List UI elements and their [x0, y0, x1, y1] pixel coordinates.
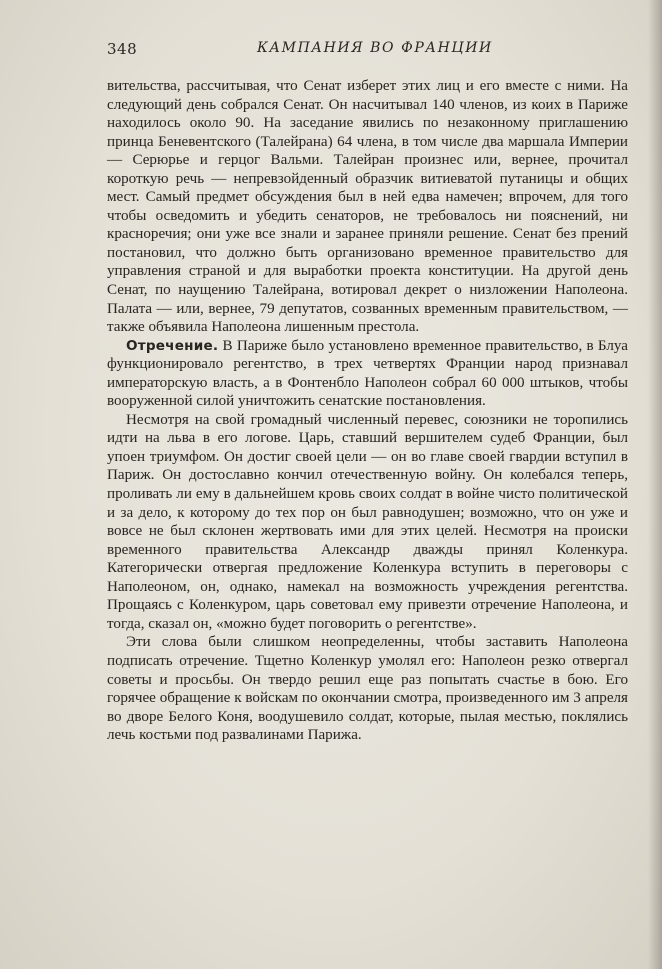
- page-header: [107, 40, 624, 62]
- paragraph: Эти слова были слишком неопределенны, чтобы заставить Наполеона подписать отречение. Тщетно Коленкур умолял его: Наполеон резко отвергал советы и просьбы. Он твердо решил еще раз попытать счастье в бою. Его горячее обращение к войскам по окончании смотра, произведенного им 3 апреля во дворе Белого Коня, воодушевило солдат, которые, пылая местью, поклялись лечь костьми под развалинами Парижа.: [107, 634, 628, 744]
- section-title: Отречение.: [126, 337, 219, 354]
- page-number: 348: [107, 40, 138, 58]
- page-edge-shadow: [648, 0, 662, 969]
- paragraph-text: В Париже было установлено временное правительство, в Блуа функционировало регентство, в трех четвертях Франции народ признавал императорскую власть, а в Фонтенбло Наполеон собрал 60 000 штыков, чтобы вооруженной силой уничтожить сенатские постановления.: [107, 337, 628, 410]
- paragraph: [107, 337, 628, 411]
- body-text: [107, 77, 628, 745]
- paragraph: Несмотря на свой громадный численный перевес, союзники не торопились идти на льва в его логове. Царь, ставший вершителем судеб Франции, был упоен триумфом. Он достиг своей цели — он во главе своей гвардии вступил в Париж. Он достославно кончил отечественную войну. Он колебался теперь, проливать ли ему в дальнейшем кровь своих солдат в войне чисто политической и за дело, к которому до тех пор он был равнодушен; возможно, что он уже и вовсе не был склонен жертвовать ими для этих целей. Несмотря на происки временного правительства Александр дважды принял Коленкура. Категорически отвергая предложение Коленкура вступить в переговоры с Наполеоном, он, однако, намекал на возможность учреждения регентства. Прощаясь с Коленкуром, царь советовал ему привезти отречение Наполеона, и тогда, сказал он, «можно будет поговорить о регентстве».: [107, 411, 628, 632]
- paragraph: вительства, рассчитывая, что Сенат изберет этих лиц и его вместе с ними. На следующий день собрался Сенат. Он насчитывал 140 членов, из коих в Париже находилось около 90. На заседание явились по незаконному приглашению принца Беневентского (Талейрана) 64 члена, в том числе два маршала Империи — Серюрье и герцог Вальми. Талейран произнес или, вернее, прочитал короткую речь — непревзойденный образчик витиеватой путаницы и общих мест. Самый предмет обсуждения был в ней едва намечен; впрочем, для того чтобы осведомить и убедить сенаторов, не требовалось ни пояснений, ни красноречия; они уже все знали и заранее приняли решение. Сенат без прений постановил, что должно быть организовано временное правительство для управления страной и для выработки проекта конституции. На другой день Сенат, по наущению Талейрана, вотировал декрет о низложении Наполеона. Палата — или, вернее, 79 депутатов, созванных временным правительством, — также объявила Наполеона лишенным престола.: [107, 78, 628, 336]
- running-head: КАМПАНИЯ ВО ФРАНЦИИ: [257, 40, 493, 56]
